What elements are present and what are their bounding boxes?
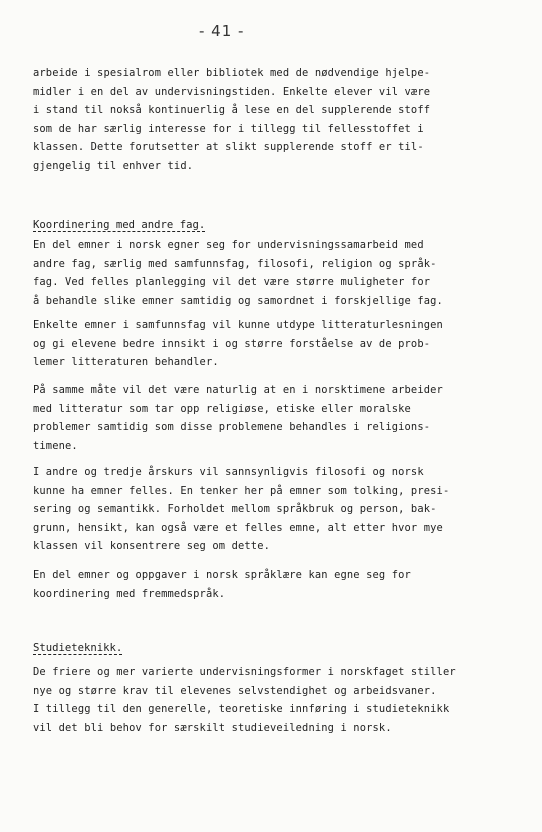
text-line: med litteratur som tar opp religiøse, etiske eller moralske <box>33 402 411 415</box>
text-line: sering og semantikk. Forholdet mellom språkbruk og person, bak- <box>33 503 437 516</box>
text-line: kunne ha emner felles. En tenker her på emner som tolking, presi- <box>33 484 450 497</box>
paragraph <box>33 236 511 310</box>
text-line: som de har særlig interesse for i tillegg til fellesstoffet i <box>33 122 424 135</box>
paragraph <box>33 566 511 603</box>
paragraph <box>33 316 511 372</box>
text-line: På samme måte vil det være naturlig at en i norsktimene arbeider <box>33 384 443 396</box>
text-line: I andre og tredje årskurs vil sannsynligvis filosofi og norsk <box>33 466 424 478</box>
text-line: andre fag, særlig med samfunnsfag, filosofi, religion og språk- <box>33 257 437 270</box>
text-line: klassen. Dette forutsetter at slikt supplerende stoff er til- <box>33 141 424 154</box>
text-line: arbeide i spesialrom eller bibliotek med de nødvendige hjelpe- <box>33 67 431 79</box>
text-line: Enkelte emner i samfunnsfag vil kunne utdype litteraturlesningen <box>33 319 443 331</box>
paragraph <box>33 663 511 737</box>
text-line: i stand til nokså kontinuerlig å lese en del supplerende stoff <box>33 104 431 117</box>
text-line: I tillegg til den generelle, teoretiske innføring i studieteknikk <box>33 703 450 716</box>
text-line: De friere og mer varierte undervisningsformer i norskfaget stiller <box>33 666 456 678</box>
text-line: En del emner og oppgaver i norsk språklære kan egne seg for <box>33 569 411 581</box>
text-line: klassen vil konsentrere seg om dette. <box>33 540 271 553</box>
text-line: fag. Ved felles planlegging vil det være større muligheter for <box>33 276 431 289</box>
page-number: - 41 - <box>199 22 245 40</box>
text-line: å behandle slike emner samtidig og samordnet i forskjellige fag. <box>33 294 443 307</box>
text-line: lemer litteraturen behandler. <box>33 356 219 369</box>
intro-paragraph <box>33 64 511 176</box>
text-line: midler i en del av undervisningstiden. Enkelte elever vil være <box>33 85 431 98</box>
text-line: timene. <box>33 439 78 452</box>
section-heading-studieteknikk: Studieteknikk. <box>33 642 123 654</box>
text-line: og gi elevene bedre innsikt i og større forståelse av de prob- <box>33 337 431 350</box>
text-line: koordinering med fremmedspråk. <box>33 587 226 600</box>
text-line: problemer samtidig som disse problemene behandles i religions- <box>33 421 431 434</box>
text-line: nye og større krav til elevenes selvstendighet og arbeidsvaner. <box>33 684 437 697</box>
section-heading-koordinering: Koordinering med andre fag. <box>33 219 206 231</box>
paragraph <box>33 381 511 455</box>
text-line: En del emner i norsk egner seg for undervisningssamarbeid med <box>33 239 424 251</box>
text-line: grunn, hensikt, kan også være et felles emne, alt etter hvor mye <box>33 521 443 534</box>
paragraph <box>33 463 511 556</box>
text-line: gjengelig til enhver tid. <box>33 159 194 172</box>
text-line: vil det bli behov for særskilt studieveiledning i norsk. <box>33 721 392 734</box>
